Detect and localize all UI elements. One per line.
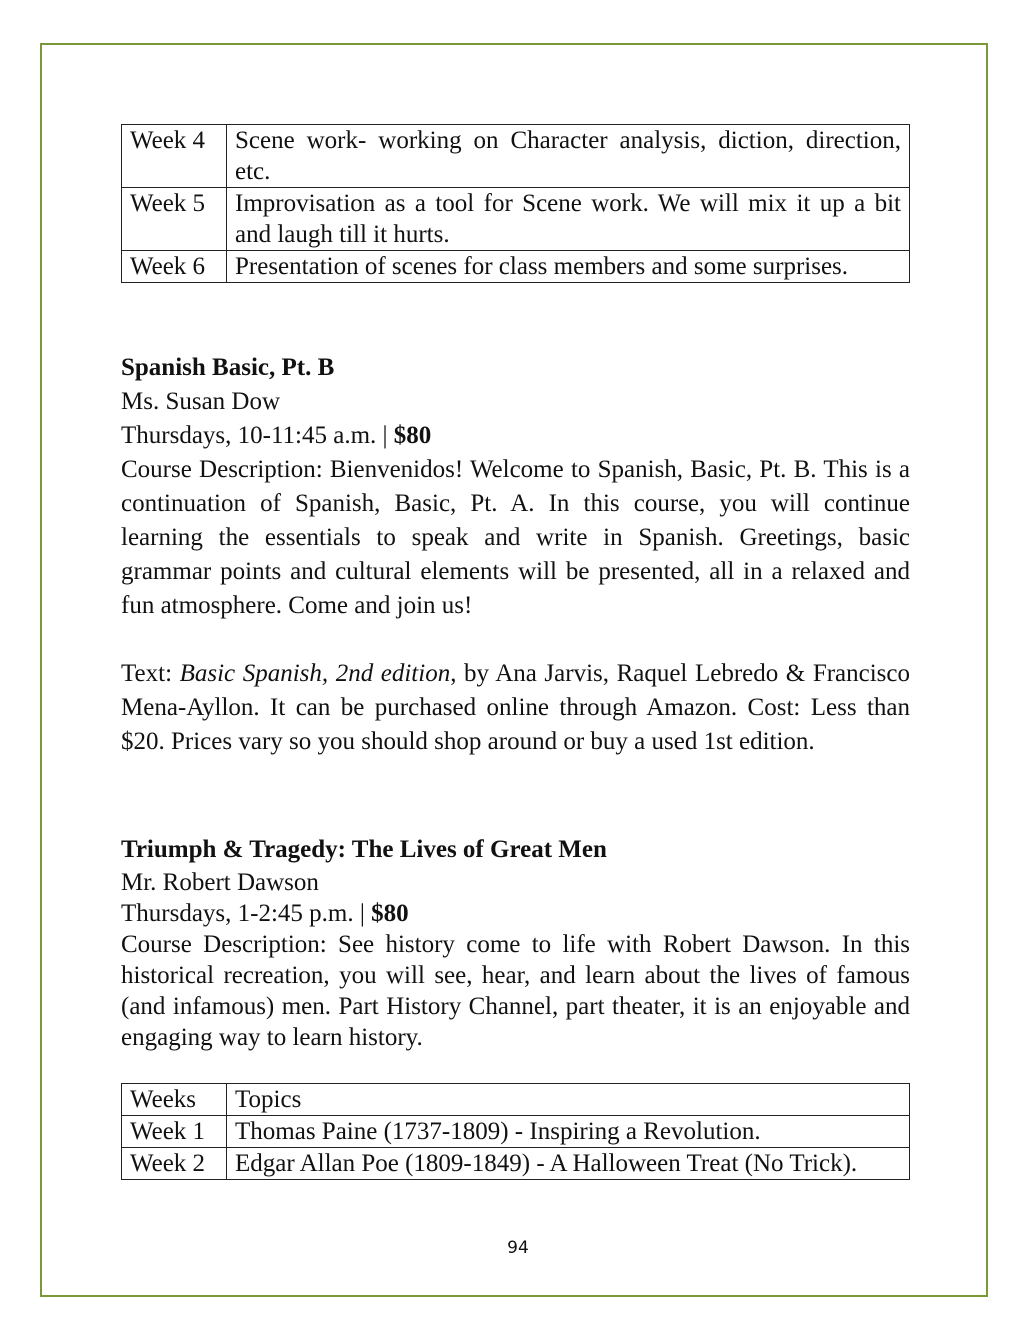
textbook-label: Text: xyxy=(121,660,180,687)
course-textbook xyxy=(121,657,910,759)
course-triumph-tragedy xyxy=(121,833,910,1180)
table-row xyxy=(122,251,910,283)
topic-cell: Edgar Allan Poe (1809-1849) - A Halloween Treat (No Trick). xyxy=(227,1148,910,1180)
course-description: Course Description: See history come to life with Robert Dawson. In this historical recreation, you will see, hear, and learn about the lives of famous (and infamous) men. Part History Channel, part theater, it is an enjoyable and engaging way to learn history. xyxy=(121,931,910,1051)
acting-schedule-table xyxy=(121,124,910,283)
table-header-row xyxy=(122,1084,910,1116)
week-cell: Week 4 xyxy=(122,125,227,188)
week-description-cell: Improvisation as a tool for Scene work. We will mix it up a bit and laugh till it hurts. xyxy=(227,188,910,251)
table-row xyxy=(122,188,910,251)
course-instructor: Mr. Robert Dawson xyxy=(121,869,319,896)
textbook-details: , by Ana Jarvis, Raquel Lebredo & Francisco Mena-Ayllon. It can be purchased online through Amazon. Cost: Less than $20. Prices vary so you should shop around or buy a used 1st edition. xyxy=(121,660,911,755)
topic-cell: Thomas Paine (1737-1809) - Inspiring a Revolution. xyxy=(227,1116,910,1148)
course-spanish-basic xyxy=(121,351,910,759)
course-title: Triumph & Tragedy: The Lives of Great Men xyxy=(121,836,607,863)
course-instructor: Ms. Susan Dow xyxy=(121,388,281,415)
week-cell: Week 1 xyxy=(122,1116,227,1148)
table-row xyxy=(122,125,910,188)
header-weeks: Weeks xyxy=(122,1084,227,1116)
schedule-text: Thursdays, 10-11:45 a.m. | xyxy=(121,422,394,449)
course-title: Spanish Basic, Pt. B xyxy=(121,354,335,381)
week-cell: Week 2 xyxy=(122,1148,227,1180)
textbook-title: Basic Spanish, 2nd edition xyxy=(179,660,451,687)
table-row xyxy=(122,1148,910,1180)
course-price: $80 xyxy=(371,900,409,927)
course-schedule xyxy=(121,419,910,453)
course-schedule xyxy=(121,898,910,929)
table-row xyxy=(122,1116,910,1148)
header-topics: Topics xyxy=(227,1084,910,1116)
page-content xyxy=(121,124,910,1180)
week-cell: Week 6 xyxy=(122,251,227,283)
course-price: $80 xyxy=(393,422,432,449)
course-description: Course Description: Bienvenidos! Welcome to Spanish, Basic, Pt. B. This is a continuation of Spanish, Basic, Pt. A. In this course, you will continue learning the essentials to speak and write in Spanish. Greetings, basic grammar points and cultural elements will be presented, all in a relaxed and fun atmosphere. Come and join us! xyxy=(121,456,910,619)
page-number: 94 xyxy=(507,1238,529,1258)
week-description-cell: Scene work- working on Character analysis, diction, direction, etc. xyxy=(227,125,910,188)
week-description-cell: Presentation of scenes for class members and some surprises. xyxy=(227,251,910,283)
week-cell: Week 5 xyxy=(122,188,227,251)
schedule-text: Thursdays, 1-2:45 p.m. | xyxy=(121,900,372,927)
topics-table xyxy=(121,1083,910,1180)
